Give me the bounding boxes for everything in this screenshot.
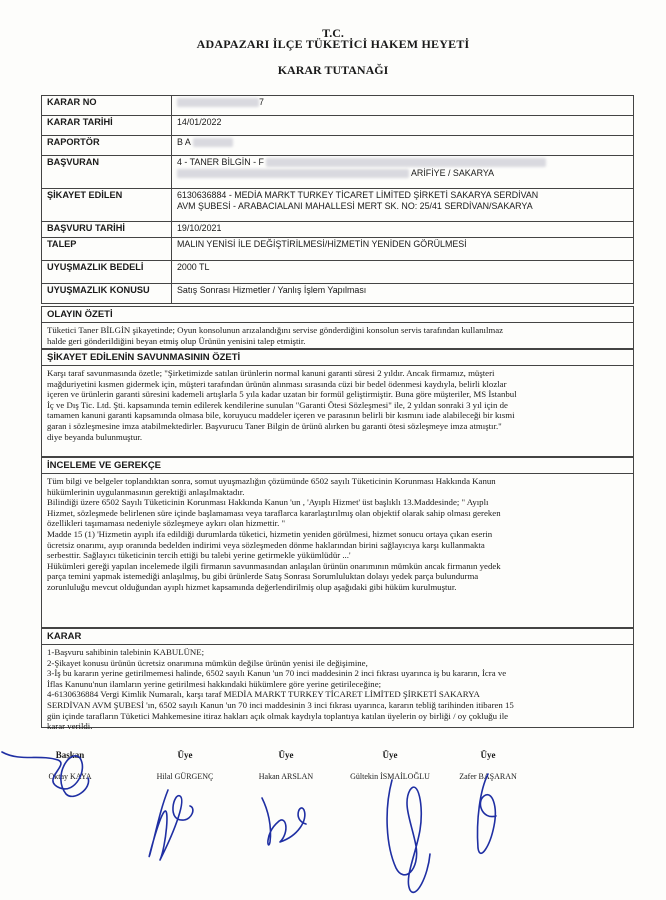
redacted-text <box>177 98 259 107</box>
value-uyusmazlik-bedeli: 2000 TL <box>172 261 634 284</box>
document-title: KARAR TUTANAĞI <box>277 63 389 77</box>
table-row <box>42 136 634 156</box>
value-sikayet-edilen: 6130636884 - MEDİA MARKT TURKEY TİCARET LİMİTED ŞİRKETİ SAKARYA SERDİVAN AVM ŞUBESİ - ARABACIALANI MAHALLESİ MERT SK. NO: 25/41 SERDİVAN/SAKARYA <box>172 189 634 222</box>
signatory-name: Gültekin İSMAİLOĞLU <box>350 772 430 781</box>
basvuran-line-1: 4 - TANER BİLGİN - F <box>177 157 628 168</box>
signatory-name: Oktay KAYA <box>48 772 92 781</box>
signatory-name: Hilal GÜRGENÇ <box>156 772 214 781</box>
section-title: OLAYIN ÖZETİ <box>42 307 633 323</box>
table-row <box>42 261 634 284</box>
label-raportor: RAPORTÖR <box>42 136 172 156</box>
signature-uye-3 <box>387 780 430 892</box>
value-uyusmazlik-konusu: Satış Sonrası Hizmetler / Yanlış İşlem Yapılması <box>172 284 634 304</box>
label-karar-tarihi: KARAR TARİHİ <box>42 116 172 136</box>
table-row <box>42 222 634 238</box>
table-row <box>42 238 634 261</box>
section-karar <box>41 628 634 732</box>
label-basvuru-tarihi: BAŞVURU TARİHİ <box>42 222 172 238</box>
signatory-role: Üye <box>278 750 294 760</box>
signatory-role: Üye <box>480 750 496 760</box>
section-body: Tüm bilgi ve belgeler toplandıktan sonra, somut uyuşmazlığın çözümünde 6502 sayılı Tüketicinin Korunması Hakkında Kanun hükümlerinin uygulanmasının gerektiği anlaşılmaktadır. Bilindiği üzere 6502 Sayılı Tüketicinin Korunması Hakkında Kanun 'un , 'Ayıplı Hizmet' üst başlıklı 13.Maddesinde; " Ayıplı Hizmet, sözleşmede belirlenen süre içinde başlamaması veya taraflarca kararlaştırılmış olan objektif olarak sahip olması gereken özellikleri taşımaması nedeniyle sözleşmeye aykırı olan hizmettir. " Madde 15 (1) 'Hizmetin ayıplı ifa edildiği durumlarda tüketici, hizmetin yeniden görülmesi, hizmet sonucu ortaya çıkan eserin ücretsiz onarımı, ayıp oranında bedelden indirimi veya sözleşmeden dönme haklarından birini sağlayıcıya karşı kullanmakta serbesttir. Sağlayıcı tüketicinin tercih ettiği bu talebi yerine getirmekle yükümlüdür ...' Hükümleri gereği yapılan incelemede ilgili firmanın savunmasından anlaşılan ürünün onarımının mümkün ancak firmanın yedek parça temini yapmak istemediği anlaşılmış, bu gibi ürünlerde Satış Sonrası Sorumluluktan dolayı yedek parça bulundurma zorunluluğu mevcut olduğundan ayıplı hizmet kapsamında değerlendirilmiş olup aşağıdaki gibi hüküm kurulmuştur. <box>47 476 501 592</box>
handwritten-signatures <box>0 750 666 900</box>
table-row <box>42 96 634 116</box>
table-row <box>42 156 634 189</box>
table-row <box>42 284 634 304</box>
section-body: Karşı taraf savunmasında özetle; "Şirketimizde satılan ürünlerin normal kanuni garanti süresi 2 yıldır. Ancak firmamız, müşteri mağduriyetini kısmen gidermek için, müşteri tarafından ürünün alınması sırasında cüzi bir bedel ödenmesi kaydıyla, belirli klozlar içeren ve ürünlerin garanti süresini kademeli artışlarla 5 yıla kadar uzatan bir formül geliştirmiştir. Buna göre müşteriler, MS İstanbul İç ve Dış Tic. Ltd. Şti. kapsamında temin edilerek kendilerine sunulan "Garanti Ötesi Sözleşmesi" ile, 2 yıldan sonraki 3 yıl için de tamamen kanuni garanti kapsamında olmasa bile, koruyucu maddeler içeren ve parasının belirli bir kısmını iade alabileceği bir kısmi garan i sözleşmesine imza atabilmektedirler. Başvurucu Taner Bilgin de ürünü alırken bu garanti ötesi sözleşmeye imza atmıştır." diye beyanda bulunmuştur. <box>47 368 517 442</box>
redacted-text <box>193 138 233 147</box>
label-uyusmazlik-bedeli: UYUŞMAZLIK BEDELİ <box>42 261 172 284</box>
basvuran-line-2: ARİFİYE / SAKARYA <box>177 168 628 179</box>
value-karar-tarihi: 14/01/2022 <box>172 116 634 136</box>
signatory-name: Zafer BAŞARAN <box>459 772 517 781</box>
header-institution: ADAPAZARI İLÇE TÜKETİCİ HAKEM HEYETİ <box>196 37 470 51</box>
signatory-role: Başkan <box>55 750 85 760</box>
table-row <box>42 116 634 136</box>
signature-block <box>0 750 666 900</box>
section-inceleme-gerekce <box>41 457 634 628</box>
signature-uye-2 <box>262 798 306 845</box>
signature-uye-1 <box>149 790 193 860</box>
signatory-name: Hakan ARSLAN <box>258 772 314 781</box>
section-savunma-ozeti <box>41 349 634 457</box>
table-row <box>42 189 634 222</box>
section-body: 1-Başvuru sahibinin talebinin KABULÜNE; 2-Şikayet konusu ürünün ücretsiz onarımına mümkün değilse ürünün yenisi ile değişimine, 3-İş bu kararın yerine getirilmemesi halinde, 6502 sayılı Kanun 'un 70 inci maddesinin 2 inci fıkrası uyarınca iş bu kararın, İcra ve İflas Kanunu'nun ilamların yerine getirilmesi hakkındaki hükümlere göre yerine getirileceğine; 4-6130636884 Vergi Kimlik Numaralı, karşı taraf MEDİA MARKT TURKEY TİCARET LİMİTED ŞİRKETİ SAKARYA SERDİVAN AVM ŞUBESİ 'ın, 6502 sayılı Kanun 'un 70 inci maddesinin 3 inci fıkrası uyarınca, kararın tebliğ tarihinden itibaren 15 gün içinde tarafların Tüketici Mahkemesine itiraz hakları açık olmak kaydıyla toplantıya katılan üyelerin oy birliği / oy çokluğu ile karar verildi. <box>47 647 514 732</box>
label-talep: TALEP <box>42 238 172 261</box>
signature-uye-4 <box>477 774 496 853</box>
section-title: KARAR <box>42 629 633 645</box>
value-raportor: B A <box>172 136 634 156</box>
label-karar-no: KARAR NO <box>42 96 172 116</box>
header-tc: T.C. <box>322 26 344 40</box>
case-info-table <box>41 95 634 304</box>
label-uyusmazlik-konusu: UYUŞMAZLIK KONUSU <box>42 284 172 304</box>
redacted-text <box>177 169 409 178</box>
value-talep: MALIN YENİSİ İLE DEĞİŞTİRİLMESİ/HİZMETİN YENİDEN GÖRÜLMESİ <box>172 238 634 261</box>
signatory-role: Üye <box>177 750 193 760</box>
signature-baskan <box>2 752 89 796</box>
section-body: Tüketici Taner BİLGİN şikayetinde; Oyun konsolunun arızalandığını servise gönderdiğini konsolun servis tarafından kullanılmaz halde geri gönderildiğini beyan etmiş olup Ürünün yenisini talep etmiştir. <box>47 325 504 346</box>
section-title: ŞİKAYET EDİLENİN SAVUNMASININ ÖZETİ <box>42 350 633 366</box>
value-basvuran <box>172 156 634 189</box>
redacted-text <box>266 158 546 167</box>
section-olay-ozeti <box>41 306 634 349</box>
value-basvuru-tarihi: 19/10/2021 <box>172 222 634 238</box>
label-basvuran: BAŞVURAN <box>42 156 172 189</box>
section-title: İNCELEME VE GEREKÇE <box>42 458 633 474</box>
signatory-role: Üye <box>382 750 398 760</box>
label-sikayet-edilen: ŞİKAYET EDİLEN <box>42 189 172 222</box>
value-karar-no: 7 <box>172 96 634 116</box>
